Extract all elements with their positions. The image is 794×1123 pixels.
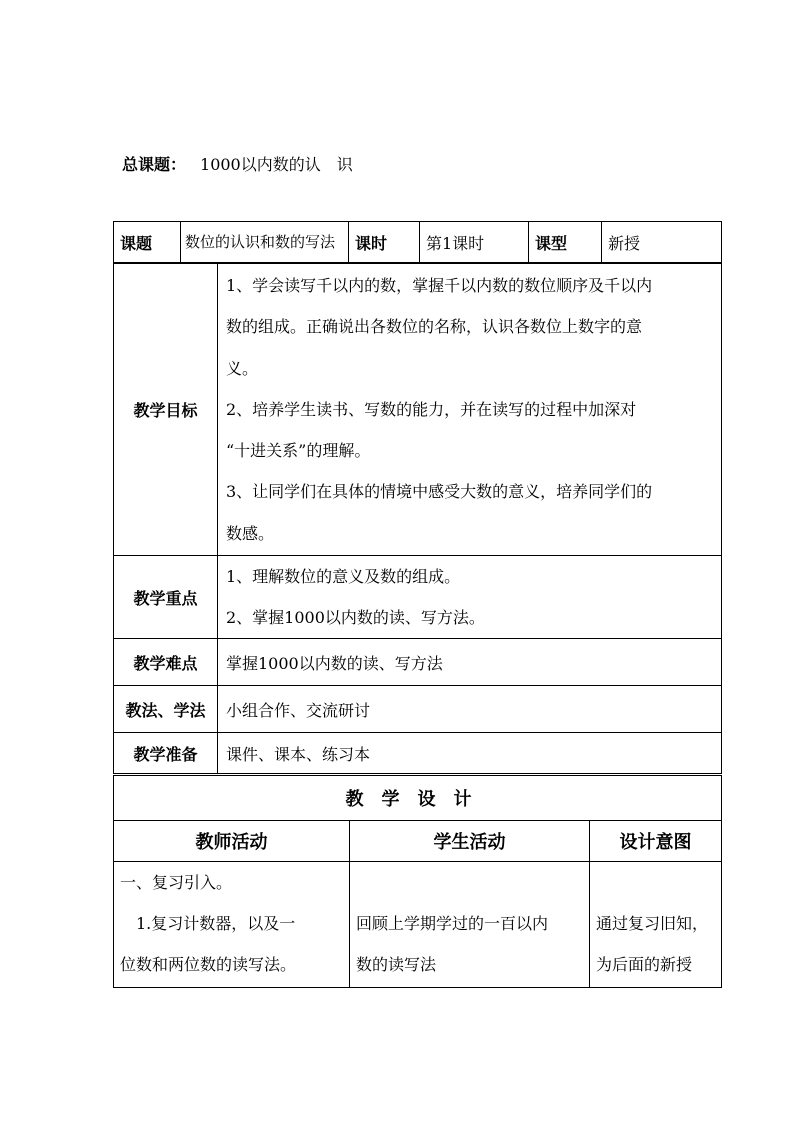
key-points-row bbox=[114, 556, 722, 639]
student-line: 回顾上学期学过的一百以内 bbox=[356, 914, 549, 933]
preparation-value: 课件、课本、练习本 bbox=[218, 733, 722, 774]
intent-line: 通过复习旧知， bbox=[596, 914, 709, 933]
key-points-content bbox=[218, 556, 722, 639]
methods-value: 小组合作、交流研讨 bbox=[218, 686, 722, 733]
course-title-label: 总课题： bbox=[122, 155, 187, 174]
teacher-line: 1.复习计数器，以及一 bbox=[120, 914, 296, 933]
key-point-line: 1、理解数位的意义及数的组成。 bbox=[226, 567, 461, 586]
goal-line: “十进关系”的理解。 bbox=[226, 441, 371, 461]
design-body-row bbox=[114, 862, 722, 988]
type-value: 新授 bbox=[602, 222, 722, 263]
goal-line: 数感。 bbox=[226, 523, 275, 543]
teacher-activity-cell bbox=[114, 862, 350, 988]
topic-value: 数位的认识和数的写法 bbox=[181, 222, 349, 263]
student-activity-header: 学生活动 bbox=[350, 821, 590, 862]
design-intent-header: 设计意图 bbox=[590, 821, 722, 862]
student-line bbox=[350, 862, 589, 903]
teaching-design-table bbox=[113, 775, 722, 988]
goal-line: 义。 bbox=[226, 358, 259, 378]
student-line: 数的读写法 bbox=[356, 955, 437, 974]
goal-line: 3、让同学们在具体的情境中感受大数的意义，培养同学们的 bbox=[226, 482, 653, 502]
difficulties-label: 教学难点 bbox=[114, 639, 218, 686]
key-points-label: 教学重点 bbox=[114, 556, 218, 639]
difficulties-value: 掌握1000以内数的读、写方法 bbox=[218, 639, 722, 686]
teacher-line: 一、复习引入。 bbox=[120, 873, 233, 892]
difficulties-row bbox=[114, 639, 722, 686]
key-point-line: 2、掌握1000以内数的读、写方法。 bbox=[226, 608, 485, 627]
period-value: 第1课时 bbox=[420, 222, 529, 263]
design-title: 教学设计 bbox=[114, 776, 722, 821]
methods-row bbox=[114, 686, 722, 733]
period-label: 课时 bbox=[349, 222, 420, 263]
design-title-row bbox=[114, 776, 722, 821]
course-title-value: 1000以内数的认 识 bbox=[200, 155, 353, 174]
methods-label: 教法、学法 bbox=[114, 686, 218, 733]
preparation-row bbox=[114, 733, 722, 774]
goal-line: 1、学会读写千以内的数，掌握千以内数的数位顺序及千以内 bbox=[226, 275, 653, 295]
lesson-info-row bbox=[114, 222, 722, 263]
student-activity-cell bbox=[350, 862, 590, 988]
type-label: 课型 bbox=[529, 222, 602, 263]
goals-label: 教学目标 bbox=[114, 264, 218, 556]
teacher-line: 位数和两位数的读写法。 bbox=[120, 955, 297, 974]
teacher-activity-header: 教师活动 bbox=[114, 821, 350, 862]
goal-line: 数的组成。正确说出各数位的名称，认识各数位上数字的意 bbox=[226, 317, 643, 337]
intent-line: 为后面的新授 bbox=[596, 955, 693, 974]
goal-line: 2、培养学生读书、写数的能力，并在读写的过程中加深对 bbox=[226, 399, 637, 419]
goals-content bbox=[218, 264, 722, 556]
preparation-label: 教学准备 bbox=[114, 733, 218, 774]
goals-row bbox=[114, 264, 722, 556]
teaching-info-table bbox=[113, 263, 722, 774]
design-header-row bbox=[114, 821, 722, 862]
topic-label: 课题 bbox=[114, 222, 181, 263]
intent-line bbox=[590, 862, 721, 903]
lesson-info-table bbox=[113, 221, 722, 263]
course-title bbox=[122, 152, 353, 175]
design-intent-cell bbox=[590, 862, 722, 988]
